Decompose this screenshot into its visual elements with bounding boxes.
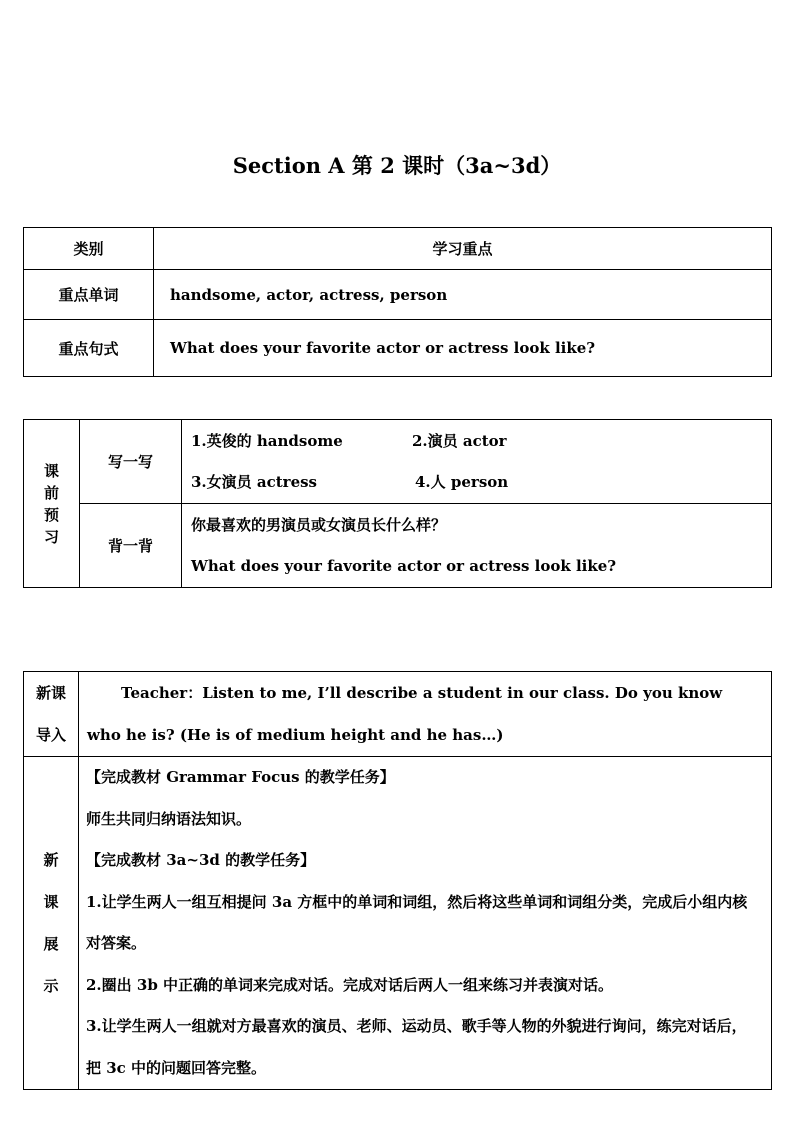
intro-content [79,672,772,757]
table-row [24,504,772,588]
recite-content [182,504,772,588]
task-text: 师生共同归纳语法知识。 [86,809,252,828]
preview-section-label [24,420,80,588]
task-step: 3.让学生两人一组就对方最喜欢的演员、老师、运动员、歌手等人物的外貌进行询问，练完对话后，把 3c 中的问题回答完整。 [86,1017,747,1077]
task-heading: 【完成教材 Grammar Focus 的教学任务】 [86,768,395,786]
intro-label [24,672,79,757]
intro-text: Teacher：Listen to me, I’ll describe a student in our class. Do you know who he is? (He is of medium height and he has…) [87,684,723,744]
page-title: Section A 第 2 课时（3a~3d） [232,153,562,178]
category-header: 类别 [24,228,154,270]
lesson-table [23,671,772,1090]
focus-header: 学习重点 [154,228,772,270]
row-content: handsome, actor, actress, person [154,270,772,320]
task-step: 2.圈出 3b 中正确的单词来完成对话。完成对话后两人一组来练习并表演对话。 [86,975,614,994]
task-heading: 【完成教材 3a~3d 的教学任务】 [86,851,316,869]
row-label: 重点句式 [24,320,154,377]
preview-table [23,419,772,588]
show-content [79,757,772,1090]
table-row [24,672,772,757]
word-item: 1.英俊的 handsome [191,431,343,450]
table-row [24,420,772,504]
write-label: 写一写 [80,420,182,504]
table-header-row [24,228,772,270]
recite-line: What does your favorite actor or actress look like? [191,556,617,575]
write-content [182,420,772,504]
word-item: 3.女演员 actress [191,472,317,491]
table-row [24,757,772,1090]
row-content: What does your favorite actor or actress look like? [154,320,772,377]
intro-label-text: 新课 导入 [35,684,66,744]
recite-line: 你最喜欢的男演员或女演员长什么样？ [191,515,447,534]
word-item: 4.人 person [415,472,509,491]
table-row [24,270,772,320]
word-line [182,421,771,462]
show-label-text: 新 课 展 示 [43,851,59,995]
word-item: 2.演员 actor [412,431,507,450]
recite-label: 背一背 [80,504,182,588]
show-label [24,757,79,1090]
key-points-table [23,227,772,377]
word-line [182,462,771,503]
table-row [24,320,772,377]
row-label: 重点单词 [24,270,154,320]
vertical-label: 课 前 预 习 [43,461,59,546]
task-step: 1.让学生两人一组互相提问 3a 方框中的单词和词组，然后将这些单词和词组分类，完成后小组内核对答案。 [86,892,748,952]
